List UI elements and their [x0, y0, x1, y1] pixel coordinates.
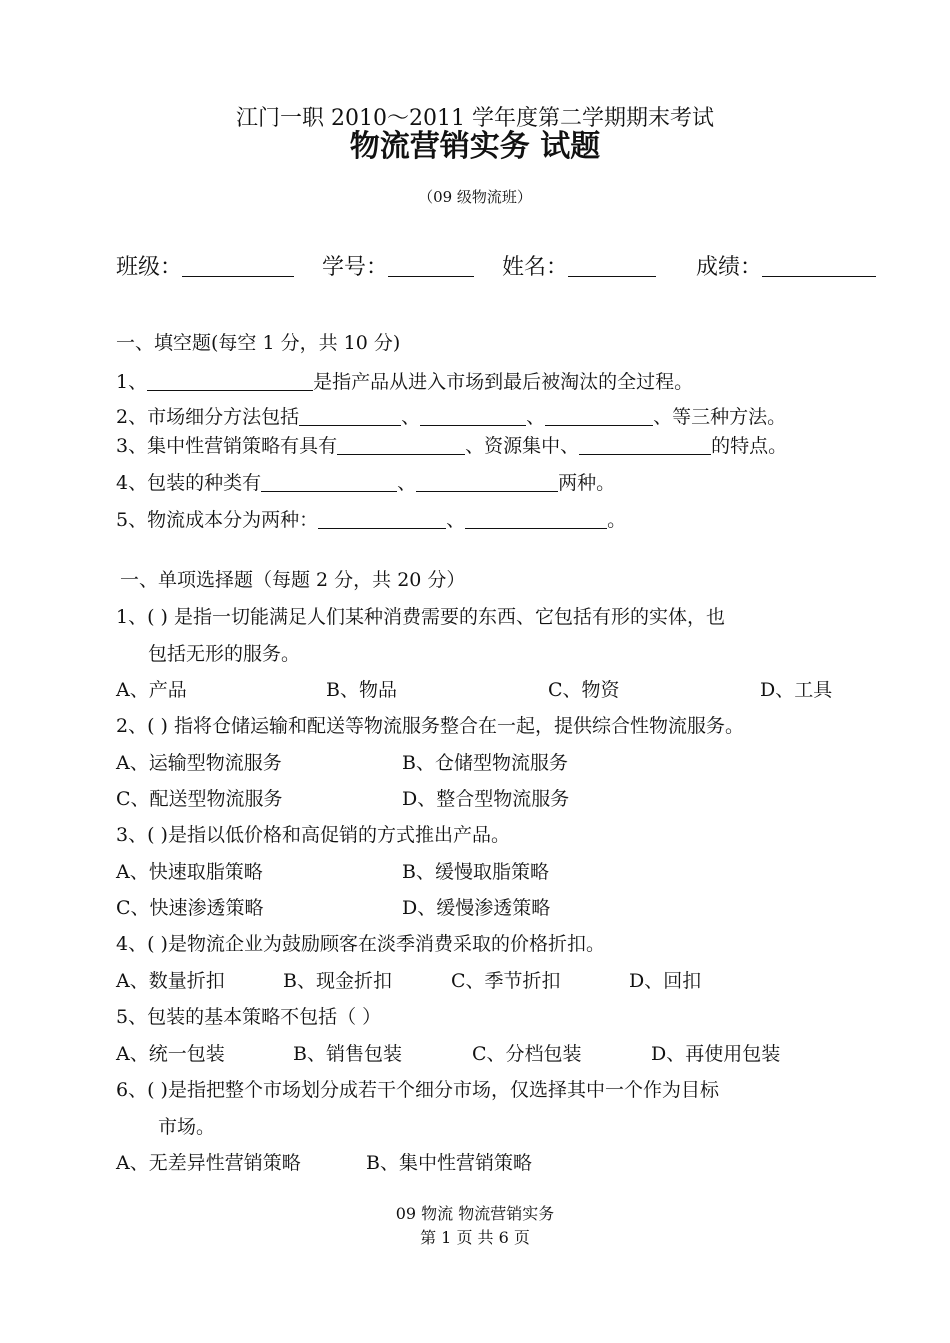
- fill-question-5: 5、物流成本分为两种： 、 。: [116, 509, 627, 531]
- option-c[interactable]: C、分档包装: [472, 1043, 582, 1065]
- choice-question-4: 4、( )是物流企业为鼓励顾客在淡季消费采取的价格折扣。: [116, 933, 605, 955]
- blank[interactable]: [299, 406, 401, 426]
- blank[interactable]: [318, 509, 446, 529]
- student-id-label: 学号：: [322, 255, 389, 280]
- section2-heading: 一、单项选择题（每题 2 分，共 20 分）: [120, 569, 466, 591]
- footer-course: 09 物流 物流营销实务: [395, 1204, 555, 1223]
- option-d[interactable]: D、工具: [760, 679, 833, 701]
- option-d[interactable]: D、回扣: [629, 970, 702, 992]
- fill-question-1: 1、 是指产品从进入市场到最后被淘汰的全过程。: [116, 371, 694, 393]
- option-b[interactable]: B、集中性营销策略: [366, 1152, 532, 1174]
- exam-subtitle: （09 级物流班）: [418, 188, 532, 206]
- choice-question-6-cont: 市场。: [158, 1116, 216, 1138]
- option-a[interactable]: A、快速取脂策略: [116, 861, 263, 883]
- blank[interactable]: [337, 435, 465, 455]
- section1-heading: 一、填空题(每空 1 分，共 10 分): [116, 332, 401, 354]
- blank[interactable]: [420, 406, 526, 426]
- choice-question-1: 1、( ) 是指一切能满足人们某种消费需要的东西、它包括有形的实体，也: [116, 606, 725, 628]
- blank[interactable]: [579, 435, 711, 455]
- option-c[interactable]: C、配送型物流服务: [116, 788, 283, 810]
- option-c[interactable]: C、快速渗透策略: [116, 897, 264, 919]
- option-a[interactable]: A、运输型物流服务: [116, 752, 282, 774]
- footer-page-number: 第 1 页 共 6 页: [420, 1228, 530, 1247]
- option-a[interactable]: A、产品: [116, 679, 187, 701]
- choice-question-6: 6、( )是指把整个市场划分成若干个细分市场，仅选择其中一个作为目标: [116, 1079, 719, 1101]
- option-b[interactable]: B、缓慢取脂策略: [402, 861, 549, 883]
- fill-question-3: 3、集中性营销策略有具有 、资源集中、 的特点。: [116, 435, 788, 457]
- option-a[interactable]: A、无差异性营销策略: [116, 1152, 301, 1174]
- choice-question-3: 3、( )是指以低价格和高促销的方式推出产品。: [116, 824, 510, 846]
- choice-question-1-cont: 包括无形的服务。: [148, 643, 301, 665]
- exam-header-line: 江门一职 2010～2011 学年度第二学期期末考试: [236, 106, 714, 131]
- fill-question-2: 2、市场细分方法包括 、 、 、等三种方法。: [116, 406, 787, 428]
- option-d[interactable]: D、缓慢渗透策略: [402, 897, 551, 919]
- blank[interactable]: [416, 472, 558, 492]
- option-b[interactable]: B、现金折扣: [283, 970, 392, 992]
- option-d[interactable]: D、整合型物流服务: [402, 788, 570, 810]
- choice-question-2: 2、( ) 指将仓储运输和配送等物流服务整合在一起，提供综合性物流服务。: [116, 715, 744, 737]
- blank[interactable]: [147, 371, 313, 391]
- option-b[interactable]: B、销售包装: [293, 1043, 402, 1065]
- score-label: 成绩：: [696, 255, 763, 280]
- fill-question-4: 4、包装的种类有 、 两种。: [116, 472, 616, 494]
- exam-title: 物流营销实务 试题: [349, 129, 601, 164]
- option-d[interactable]: D、再使用包装: [651, 1043, 781, 1065]
- student-id-field[interactable]: [388, 254, 474, 277]
- student-info-row: [116, 254, 876, 279]
- option-a[interactable]: A、数量折扣: [116, 970, 225, 992]
- name-field[interactable]: [568, 254, 656, 277]
- option-c[interactable]: C、季节折扣: [451, 970, 561, 992]
- class-label: 班级：: [116, 255, 183, 280]
- option-b[interactable]: B、仓储型物流服务: [402, 752, 568, 774]
- class-field[interactable]: [182, 254, 294, 277]
- option-a[interactable]: A、统一包装: [116, 1043, 225, 1065]
- blank[interactable]: [545, 406, 653, 426]
- blank[interactable]: [465, 509, 607, 529]
- option-c[interactable]: C、物资: [548, 679, 620, 701]
- blank[interactable]: [261, 472, 397, 492]
- choice-question-5: 5、包装的基本策略不包括（ ）: [116, 1006, 382, 1028]
- name-label: 姓名：: [502, 255, 569, 280]
- option-b[interactable]: B、物品: [326, 679, 397, 701]
- score-field[interactable]: [762, 254, 876, 277]
